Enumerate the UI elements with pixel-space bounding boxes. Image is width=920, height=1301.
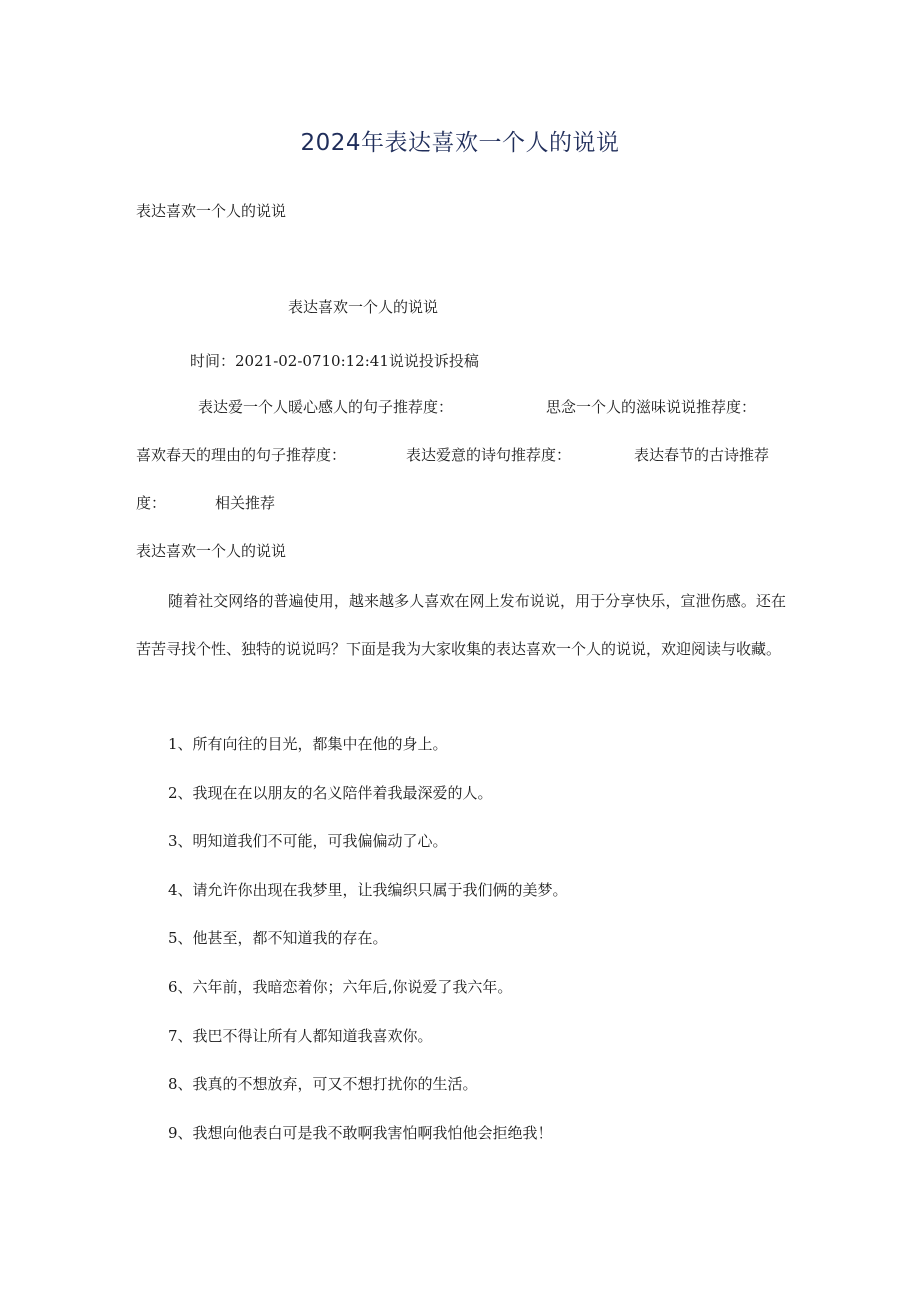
list-item-number: 2、: [168, 783, 193, 802]
intro-paragraph: 随着社交网络的普遍使用，越来越多人喜欢在网上发布说说，用于分享快乐，宣泄伤感。还在苦苦寻找个性、独特的说说吗？下面是我为大家收集的表达喜欢一个人的说说，欢迎阅读与收藏。: [136, 592, 786, 658]
recommend-item[interactable]: 喜欢春天的理由的句子推荐度：: [136, 446, 347, 464]
list-item-number: 7、: [168, 1026, 193, 1045]
document-title: 2024年表达喜欢一个人的说说: [300, 130, 620, 156]
meta-line: [190, 351, 479, 371]
list-item-text: 我想向他表白可是我不敢啊我害怕啊我怕他会拒绝我！: [192, 1123, 553, 1142]
meta-links[interactable]: 说说投诉投稿: [388, 352, 479, 370]
list-item-number: 4、: [168, 880, 193, 899]
list-item: [168, 928, 388, 948]
list-item: [168, 880, 568, 900]
list-item-number: 5、: [168, 929, 193, 948]
list-item: [168, 734, 448, 754]
list-item-number: 3、: [168, 832, 193, 851]
subtitle: 表达喜欢一个人的说说: [136, 202, 287, 220]
related-recommend-link[interactable]: 相关推荐: [215, 494, 276, 512]
list-item: [168, 783, 493, 803]
time-label: 时间：: [190, 352, 236, 370]
list-item-text: 他甚至，都不知道我的存在。: [192, 929, 388, 948]
list-item-text: 请允许你出现在我梦里，让我编织只属于我们俩的美梦。: [192, 880, 568, 899]
list-item-text: 明知道我们不可能，可我偏偏动了心。: [192, 832, 448, 851]
time-value: 2021-02-0710:12:41: [235, 352, 389, 370]
list-item-text: 我巴不得让所有人都知道我喜欢你。: [192, 1026, 433, 1045]
list-item: [168, 1026, 433, 1046]
article-heading: 表达喜欢一个人的说说: [288, 298, 439, 316]
list-item-text: 我现在在以朋友的名义陪伴着我最深爱的人。: [192, 783, 493, 802]
list-item: [168, 1123, 553, 1143]
list-item-number: 8、: [168, 1075, 193, 1094]
list-item: [168, 1074, 478, 1094]
list-item: [168, 831, 448, 851]
list-item: [168, 977, 512, 997]
section-heading: 表达喜欢一个人的说说: [136, 542, 287, 560]
list-item-number: 1、: [168, 735, 193, 753]
list-item-number: 9、: [168, 1123, 193, 1142]
list-item-text: 我真的不想放弃，可又不想打扰你的生活。: [192, 1075, 478, 1094]
recommend-item[interactable]: 表达爱意的诗句推荐度：: [406, 446, 572, 464]
list-item-number: 6、: [168, 978, 193, 996]
list-item-text: 所有向往的目光，都集中在他的身上。: [192, 735, 448, 753]
list-item-text: 六年前，我暗恋着你；六年后,你说爱了我六年。: [192, 978, 513, 996]
recommend-item[interactable]: 表达爱一个人暖心感人的句子推荐度：: [198, 398, 454, 416]
recommend-item[interactable]: 表达春节的古诗推荐: [634, 446, 770, 464]
recommend-item[interactable]: 思念一个人的滋味说说推荐度：: [546, 398, 757, 416]
recommend-item-continued: 度：: [136, 494, 167, 512]
